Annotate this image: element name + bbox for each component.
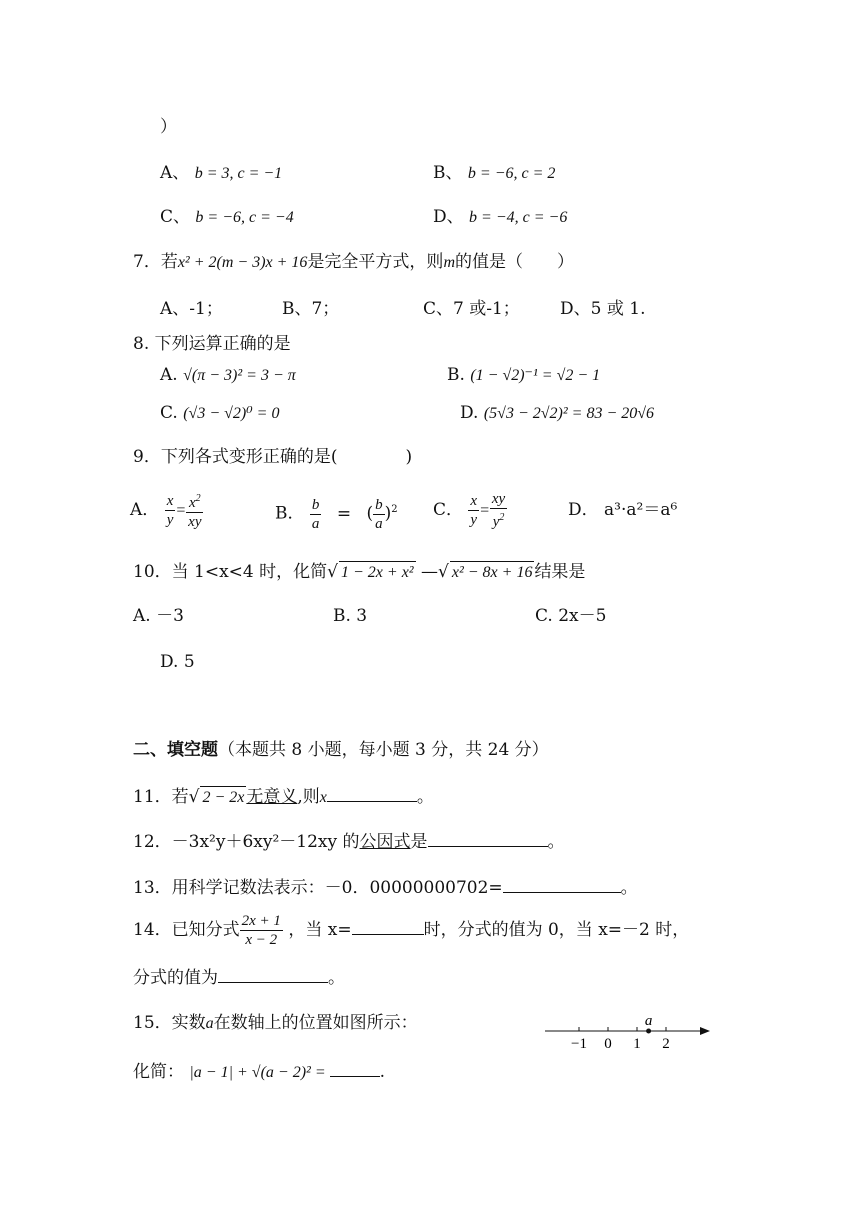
minus-sign: — [421, 562, 438, 582]
q14-text: 分式的值为 [133, 968, 218, 988]
option-math: b = −6, c = 2 [467, 165, 556, 182]
q11 [133, 785, 434, 809]
q7-option-a: A、-1； [160, 299, 223, 319]
option-math: a³·a²＝a⁶ [604, 500, 678, 520]
q11-text: ,则 [297, 787, 320, 807]
q13 [133, 876, 638, 899]
answer-blank[interactable] [352, 918, 424, 935]
fraction [240, 912, 283, 949]
answer-blank[interactable] [218, 966, 328, 983]
q10-option-d: D. 5 [160, 652, 195, 672]
q13-text: 13．用科学记数法表示：－0．00000000702= [133, 878, 503, 898]
q9-option-a: A． $\frac{x}{y}$ = $\frac{x^2}{xy}$ [130, 490, 203, 531]
q15-expr: |a − 1| + √(a − 2)² = [189, 1064, 326, 1081]
q10-option-a: A. －3 [133, 606, 184, 626]
fraction: $\frac{b}{a}$ [375, 496, 383, 532]
q14-line2 [133, 966, 345, 989]
radicand: x² − 8x + 16 [450, 561, 535, 584]
equals-sign: = [336, 503, 352, 524]
q10-option-c: C. 2x－5 [535, 606, 607, 626]
answer-blank[interactable] [503, 876, 621, 893]
q11-text: 11．若 [133, 787, 189, 807]
q8-stem: 8. 下列运算正确的是 [133, 334, 291, 354]
option-label: D、 [433, 207, 464, 227]
q12-end: 。 [547, 832, 565, 852]
option-label: A． [130, 500, 160, 520]
q7-option-b: B、7； [282, 299, 340, 319]
option-label: A、 [160, 163, 190, 183]
point-a-marker [646, 1029, 651, 1034]
underlined-text: 公因式 [359, 832, 411, 852]
option-label: B、 [433, 163, 463, 183]
answer-blank[interactable] [428, 830, 548, 847]
q13-end: 。 [620, 878, 638, 898]
q6-option-c [160, 206, 294, 229]
number-line-tick-label: 1 [633, 1036, 641, 1052]
q9-stem: 9．下列各式变形正确的是( ) [133, 447, 413, 467]
option-math: b = −6, c = −4 [195, 209, 294, 226]
q7-expr: x² + 2(m − 3)x + 16 [177, 254, 308, 271]
option-label: D． [568, 500, 599, 520]
number-line-tick-label: 0 [604, 1036, 612, 1052]
q7-text-end: 的值是（ ） [455, 252, 574, 272]
q15-text: 在数轴上的位置如图所示： [213, 1013, 418, 1033]
q7-var: m [443, 254, 455, 271]
denominator: x − 2 [245, 932, 278, 948]
q15-end: . [379, 1062, 386, 1082]
paren: ) [384, 503, 392, 524]
q14-line1 [133, 910, 689, 950]
option-label: C. [160, 403, 178, 423]
q14-text: 14．已知分式 [133, 920, 240, 940]
fraction: $\frac{x}{y}$ [166, 493, 174, 528]
number-line [540, 1010, 720, 1060]
q12-text: 是 [410, 832, 428, 852]
q10-text: 10．当 1<x<4 时，化简 [133, 562, 328, 582]
q9-option-d [568, 499, 677, 521]
q14-end: 。 [328, 968, 345, 988]
radical-sign: √ [327, 562, 338, 582]
q9-option-c: C． $\frac{x}{y}$ = $\frac{xy}{y^2}$ [433, 491, 506, 530]
underlined-text: 无意义 [246, 787, 298, 807]
option-label: B. [447, 365, 465, 385]
answer-blank[interactable] [330, 1060, 380, 1077]
option-math: (5√3 − 2√2)² = 83 − 20√6 [483, 405, 655, 422]
option-label: A. [160, 365, 178, 385]
q8-option-a [160, 364, 296, 387]
radicand: 2 − 2x [200, 786, 246, 809]
q8-option-d [460, 402, 654, 425]
fraction: $\frac{b}{a}$ [311, 496, 320, 532]
q15-text: 化简： [133, 1062, 184, 1082]
q15-text: 15．实数 [133, 1013, 206, 1033]
option-math: b = 3, c = −1 [194, 165, 283, 182]
section-desc: （本题共 8 小题，每小题 3 分，共 24 分） [218, 740, 549, 760]
q11-var: x [319, 789, 327, 806]
option-math: √(π − 3)² = 3 − π [183, 367, 296, 384]
section-title: 二、填空题 [133, 740, 218, 760]
q7-text: 是完全平方式，则 [307, 252, 444, 272]
answer-blank[interactable] [327, 785, 417, 802]
q6-option-b [433, 162, 555, 185]
q7-num: 7．若 [133, 252, 178, 272]
q15-var: a [205, 1015, 214, 1032]
q6-option-d [433, 206, 567, 229]
q10-option-b: B. 3 [333, 606, 368, 626]
q7-option-d: D、5 或 1. [560, 299, 646, 319]
number-line-arrow [700, 1027, 710, 1035]
q14-text: ，当 x= [288, 920, 352, 940]
q7-option-c: C、7 或-1； [423, 299, 520, 319]
fraction: $\frac{xy}{y^2}$ [491, 491, 506, 530]
option-math: b = −4, c = −6 [469, 209, 568, 226]
fraction: $\frac{x^2}{xy}$ [186, 490, 203, 531]
number-line-tick-label: 2 [662, 1036, 670, 1052]
q6-option-a [160, 162, 282, 185]
radical-sign: √ [188, 787, 200, 807]
radicand: 1 − 2x + x² [339, 561, 416, 584]
q11-end: 。 [416, 787, 434, 807]
q9-option-b [275, 490, 398, 534]
fraction: $\frac{x}{y}$ [470, 493, 478, 528]
q15-stem [133, 1012, 418, 1035]
q14-text: 时，分式的值为 0，当 x=－2 时， [423, 920, 690, 940]
q6-close-paren: ） [160, 117, 177, 137]
option-label: D. [460, 403, 479, 423]
section-2-heading [133, 739, 549, 761]
numerator: 2x + 1 [241, 913, 281, 929]
q10-text-end: 结果是 [534, 562, 586, 582]
q7-stem [133, 251, 574, 274]
option-math: (√3 − √2)⁰ = 0 [183, 405, 280, 422]
option-math: (1 − √2)⁻¹ = √2 − 1 [470, 367, 601, 384]
option-label: C． [433, 500, 464, 520]
exponent: 2 [391, 504, 398, 515]
option-label: B． [275, 503, 305, 524]
q8-option-c [160, 402, 279, 425]
q12-text: 12．－3x²y＋6xy²－12xy 的 [133, 832, 360, 852]
paren: ( [366, 503, 374, 524]
number-line-tick-label: −1 [571, 1036, 587, 1052]
option-label: C、 [160, 207, 191, 227]
q15-simplify [133, 1060, 385, 1084]
q10-stem [133, 561, 585, 584]
radical-sign: √ [438, 562, 449, 582]
point-a-label: a [644, 1013, 653, 1029]
q8-option-b [447, 364, 600, 387]
q12 [133, 830, 565, 853]
